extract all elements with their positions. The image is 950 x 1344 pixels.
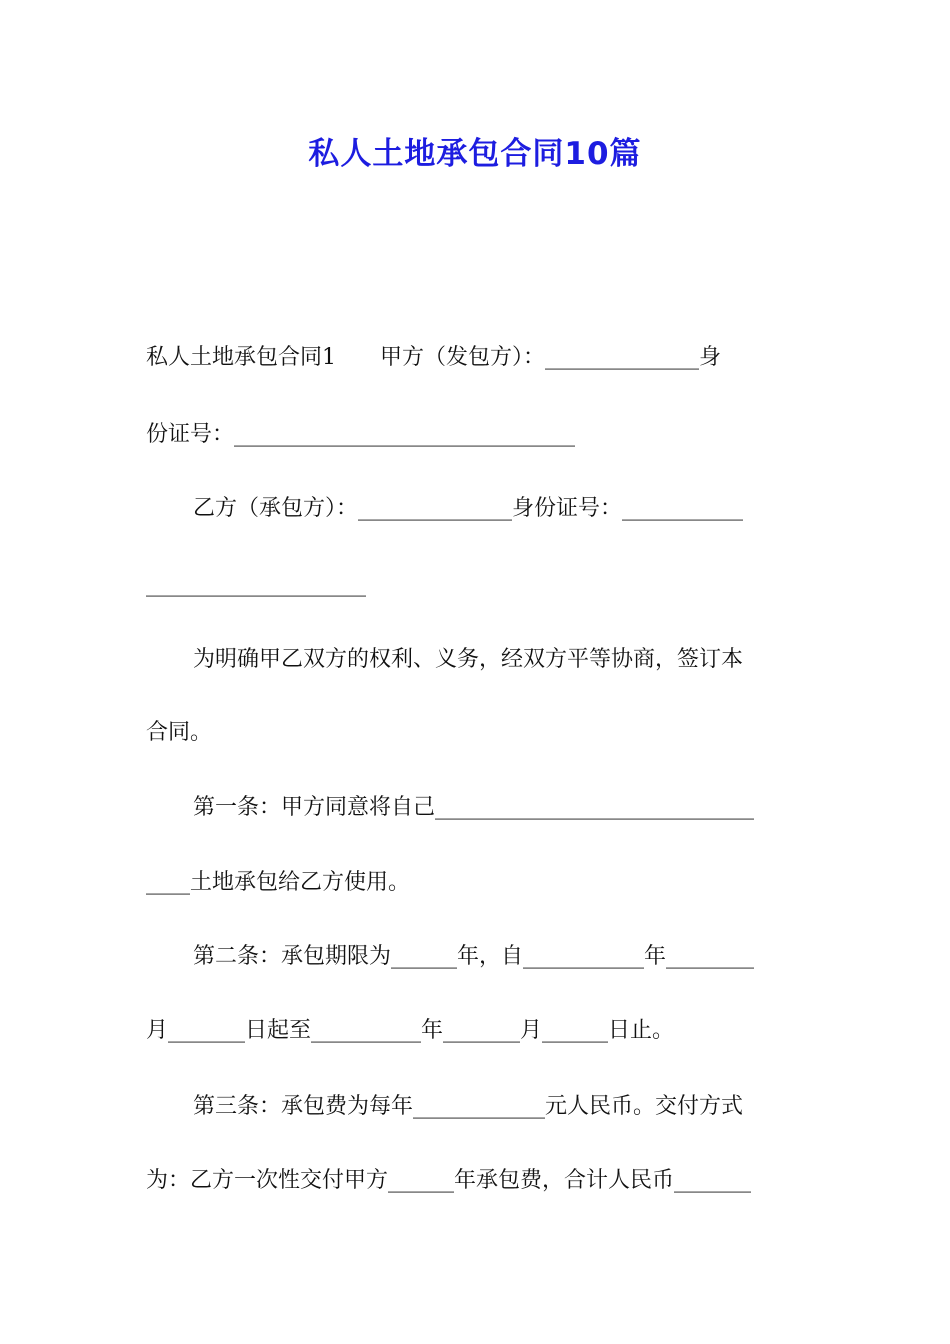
contract-line-5: 为明确甲乙双方的权利、义务，经双方平等协商，签订本	[193, 647, 744, 672]
contract-line-9: 第二条：承包期限为______年，自___________年________	[193, 944, 755, 969]
contract-line-8: ____土地承包给乙方使用。	[146, 870, 411, 895]
contract-line-2: 份证号：_______________________________	[146, 422, 576, 447]
contract-line-7: 第一条：甲方同意将自己_____________________________	[193, 795, 755, 820]
contract-line-11: 第三条：承包费为每年____________元人民币。交付方式	[193, 1094, 744, 1119]
contract-line-12: 为：乙方一次性交付甲方______年承包费，合计人民币_______	[146, 1168, 752, 1193]
contract-line-3: 乙方（承包方）：______________身份证号：___________	[193, 496, 744, 521]
document-title: 私人土地承包合同10篇	[308, 136, 642, 172]
contract-line-4: ____________________	[146, 572, 366, 597]
contract-line-6: 合同。	[146, 720, 213, 745]
contract-line-10: 月_______日起至__________年_______月______日止。	[146, 1018, 675, 1043]
contract-line-1: 私人土地承包合同1 甲方（发包方）：______________身	[146, 345, 721, 370]
